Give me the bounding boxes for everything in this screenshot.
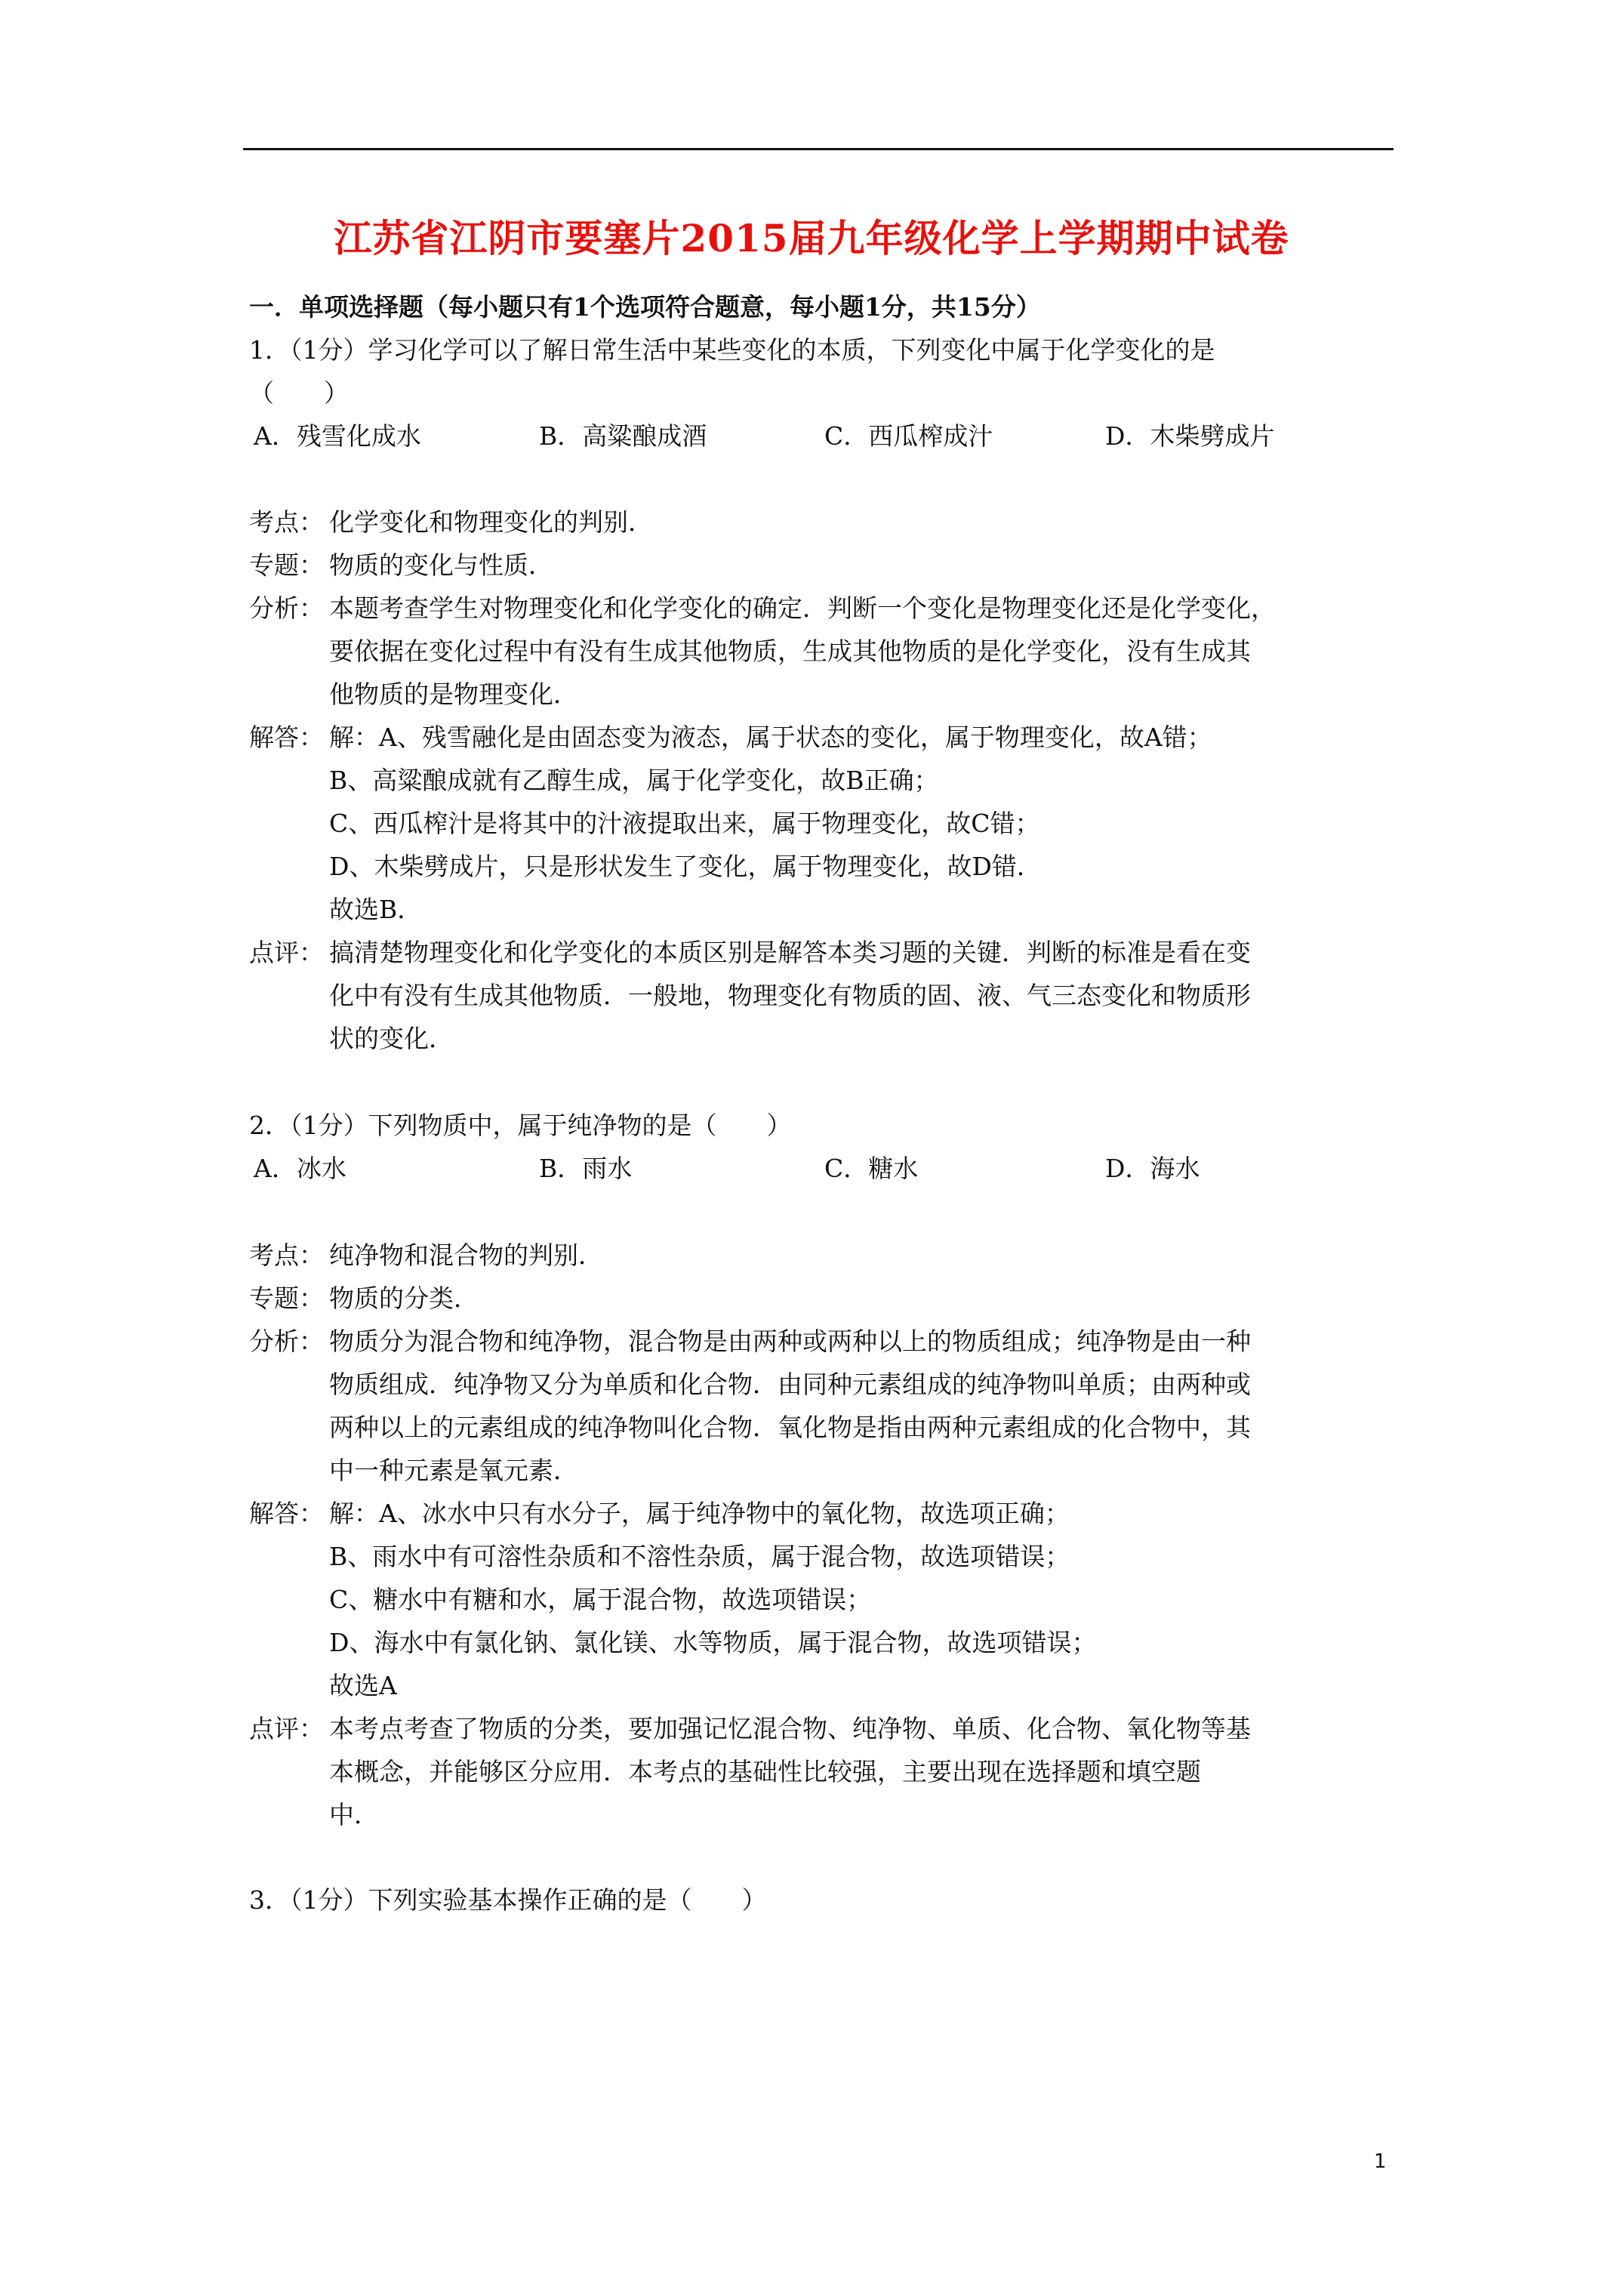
fenxi: 分析： 物质分为混合物和纯净物，混合物是由两种或两种以上的物质组成；纯净物是由一种 物质组成．纯净物又分为单质和化合物．由同种元素组成的纯净物叫单质；由两种或 两种以上的元素组成的纯净物叫化合物．氧化物是指由两种元素组成的化合物中，其 中一种元素是氧元素． (249, 1327, 1251, 1485)
question-2-analysis (249, 1234, 1397, 1836)
page-number: 1 (1374, 2150, 1387, 2173)
zhuanti: 专题： 物质的变化与性质． (249, 550, 553, 580)
fenxi: 分析： 本题考查学生对物理变化和化学变化的确定．判断一个变化是物理变化还是化学变化， 要依据在变化过程中有没有生成其他物质，生成其他物质的是化学变化，没有生成其 他物质的是物理变化． (249, 593, 1276, 709)
option-c: C．糖水 (824, 1154, 919, 1183)
option-d: D．海水 (1105, 1154, 1200, 1183)
question-2-stem: 2．（1分）下列物质中，属于纯净物的是（ ） (249, 1111, 792, 1140)
kaodian: 考点： 纯净物和混合物的判别． (249, 1240, 603, 1270)
dianping: 点评： 搞清楚物理变化和化学变化的本质区别是解答本类习题的关键．判断的标准是看在变 化中有没有生成其他物质．一般地，物理变化有物质的固、液、气三态变化和物质形 状的变化． (249, 938, 1251, 1053)
option-c: C．西瓜榨成汁 (824, 421, 993, 451)
question-2-options (249, 1147, 1397, 1190)
option-a: A．冰水 (254, 1154, 346, 1183)
zhuanti: 专题： 物质的分类． (249, 1284, 479, 1313)
section-heading: 一．单项选择题（每小题只有1个选项符合题意，每小题1分，共15分） (249, 292, 1041, 322)
question-1-options (249, 415, 1397, 458)
kaodian: 考点： 化学变化和物理变化的判别． (249, 507, 653, 537)
option-b: B．高粱酿成酒 (539, 421, 707, 451)
option-d: D．木柴劈成片 (1105, 421, 1275, 451)
page-title: 江苏省江阴市要塞片2015届九年级化学上学期期中试卷 (334, 216, 1289, 260)
question-1-analysis (249, 501, 1397, 1060)
jieda: 解答： 解：A、残雪融化是由固态变为液态，属于状态的变化，属于物理变化，故A错； B、高粱酿成就有乙醇生成，属于化学变化，故B正确； C、西瓜榨汁是将其中的汁液提取出来，属于物理变化，故C错； D、木柴劈成片，只是形状发生了变化，属于物理变化，故D错． 故选B． (249, 723, 1212, 924)
dianping: 点评： 本考点考查了物质的分类，要加强记忆混合物、纯净物、单质、化合物、氧化物等基 本概念，并能够区分应用．本考点的基础性比较强，主要出现在选择题和填空题 中． (249, 1714, 1251, 1829)
question-1-stem: 1．（1分）学习化学可以了解日常生活中某些变化的本质，下列变化中属于化学变化的是 （ ） (249, 335, 1215, 408)
jieda: 解答： 解：A、冰水中只有水分子，属于纯净物中的氧化物，故选项正确； B、雨水中有可溶性杂质和不溶性杂质，属于混合物，故选项错误； C、糖水中有糖和水，属于混合物，故选项错误； D、海水中有氯化钠、氯化镁、水等物质，属于混合物，故选项错误； 故选A (249, 1499, 1097, 1700)
option-a: A．残雪化成水 (254, 421, 421, 451)
question-3-stem: 3．（1分）下列实验基本操作正确的是（ ） (249, 1885, 767, 1915)
option-b: B．雨水 (539, 1154, 633, 1183)
header-rule (243, 148, 1394, 150)
